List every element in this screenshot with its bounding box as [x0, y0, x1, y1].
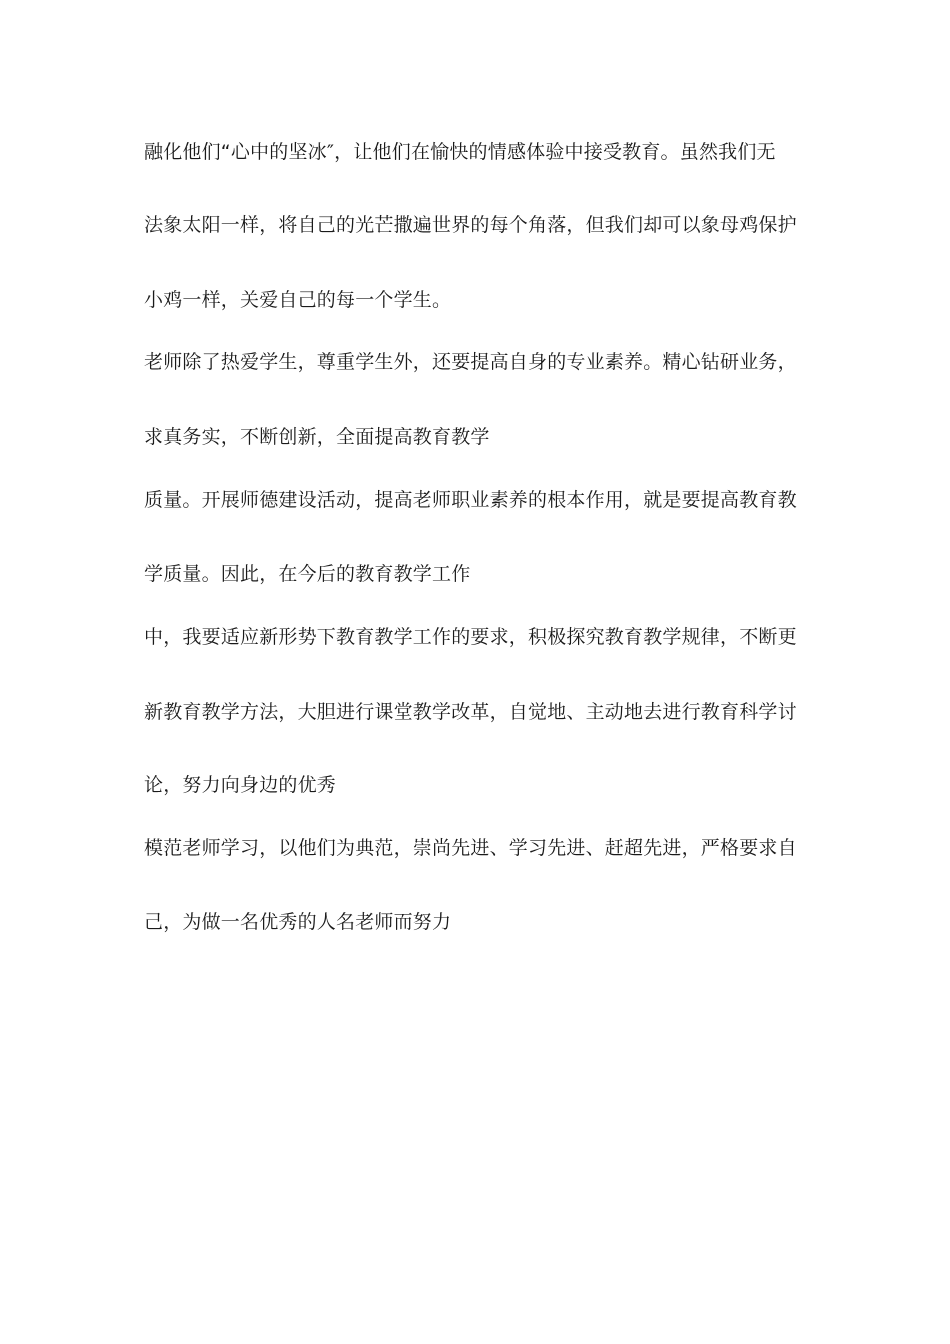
text-line: 老师除了热爱学生，尊重学生外，还要提高自身的专业素养。精心钻研业务，	[144, 351, 797, 373]
text-line: 融化他们“心中的坚冰″，让他们在愉快的情感体验中接受教育。虽然我们无	[144, 141, 776, 163]
text-line: 质量。开展师德建设活动，提高老师职业素养的根本作用，就是要提高教育教	[144, 489, 797, 511]
text-line: 中，我要适应新形势下教育教学工作的要求，积极探究教育教学规律，不断更	[144, 626, 797, 648]
text-line: 小鸡一样，关爱自己的每一个学生。	[144, 289, 452, 311]
text-line: 法象太阳一样，将自己的光芒撒遍世界的每个角落，但我们却可以象母鸡保护	[144, 214, 797, 236]
text-line: 己，为做一名优秀的人名老师而努力	[144, 911, 452, 933]
text-line: 学质量。因此，在今后的教育教学工作	[144, 563, 471, 585]
text-line: 论，努力向身边的优秀	[144, 774, 337, 796]
text-line: 新教育教学方法，大胆进行课堂教学改革，自觉地、主动地去进行教育科学讨	[144, 701, 797, 723]
text-line: 求真务实，不断创新，全面提高教育教学	[144, 426, 490, 448]
text-line: 模范老师学习，以他们为典范，崇尚先进、学习先进、赶超先进，严格要求自	[144, 837, 797, 859]
